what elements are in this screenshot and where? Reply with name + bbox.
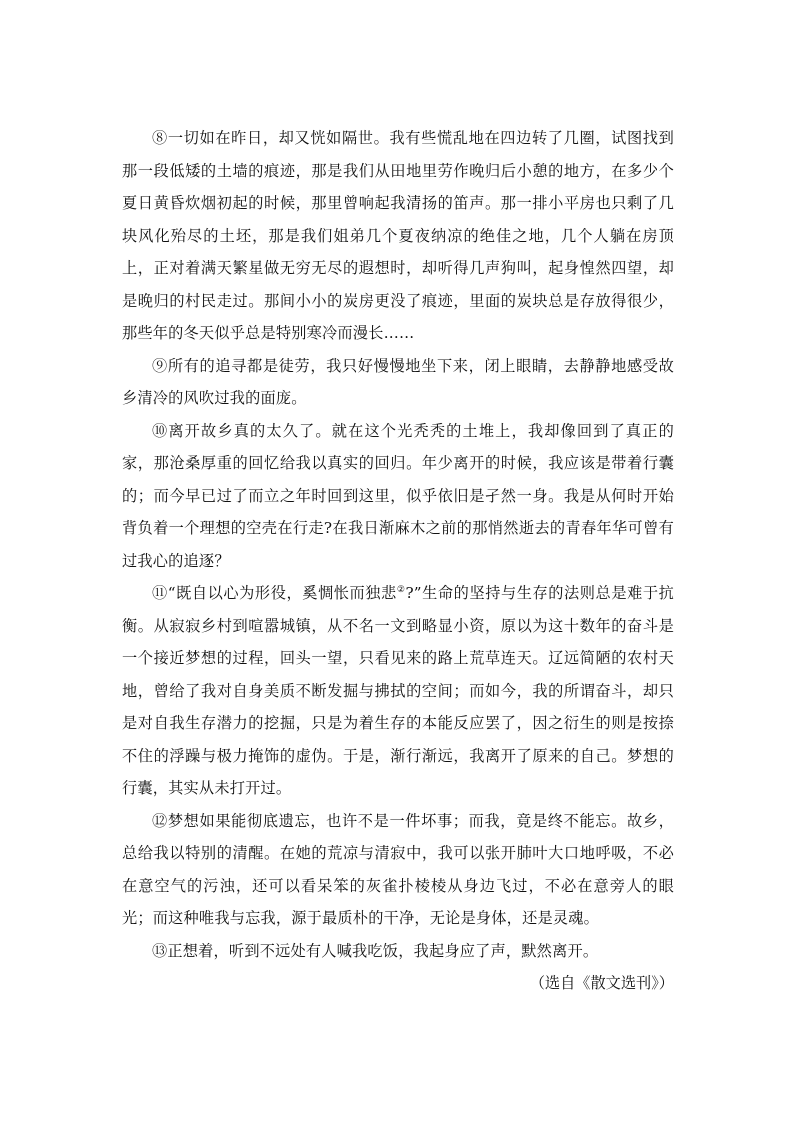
source-citation: （选自《散文选刊》） (529, 974, 674, 992)
paragraph-11-body: ?”生命的坚持与生存的法则总是难于抗衡。从寂寂乡村到喧嚣城镇，从不名一文到略显小资，原以为这十数年的奋斗是一个接近梦想的过程，回头一望，只看见来的路上荒草连天。辽远简陋的农村天地，曾给了我对自身美质不断发掘与拂拭的空间；而如今，我的所谓奋斗，却只是对自我生存潜力的挖掘，只是为着生存的本能反应罢了，因之衍生的则是按捺不住的浮躁与极力掩饰的虚伪。于是，渐行渐远，我离开了原来的自己。梦想的行囊，其实从未打开过。 (122, 584, 674, 797)
paragraph-11 (122, 577, 674, 805)
article-body (122, 122, 674, 1000)
paragraph-13: ⑬正想着，听到不远处有人喊我吃饭，我起身应了声，默然离开。 (152, 941, 599, 960)
footnote-marker: ② (396, 584, 406, 595)
paragraph-10: ⑩离开故乡真的太久了。就在这个光秃秃的土堆上，我却像回到了真正的家，那沧桑厚重的回忆给我以真实的回归。年少离开的时候，我应该是带着行囊的；而今早已过了而立之年时回到这里，似乎依旧是孑然一身。我是从何时开始背负着一个理想的空壳在行走?在我日渐麻木之前的那悄然逝去的青春年华可曾有过我心的追逐？ (122, 421, 674, 570)
paragraph-9: ⑨所有的追寻都是徒劳，我只好慢慢地坐下来，闭上眼睛，去静静地感受故乡清冷的风吹过我的面庞。 (122, 356, 674, 407)
paragraph-12: ⑫梦想如果能彻底遗忘，也许不是一件坏事；而我，竟是终不能忘。故乡，总给我以特别的清醒。在她的荒凉与清寂中，我可以张开肺叶大口地呼吸，不必在意空气的污浊，还可以看呆笨的灰雀扑棱棱从身边飞过，不必在意旁人的眼光；而这种唯我与忘我，源于最质朴的干净，无论是身体，还是灵魂。 (122, 811, 674, 927)
paragraph-11-quote: ⑪“既自以心为形役，奚惆怅而独悲 (152, 584, 397, 602)
paragraph-8: ⑧一切如在昨日，却又恍如隔世。我有些慌乱地在四边转了几圈，试图找到那一段低矮的土墙的痕迹，那是我们从田地里劳作晚归后小憩的地方，在多少个夏日黄昏炊烟初起的时候，那里曾响起我清扬的笛声。那一排小平房也只剩了几块风化殆尽的土坯，那是我们姐弟几个夏夜纳凉的绝佳之地，几个人躺在房顶上，正对着满天繁星做无穷无尽的遐想时，却听得几声狗叫，起身惶然四望，却是晚归的村民走过。那间小小的炭房更没了痕迹，里面的炭块总是存放得很少，那些年的冬天似乎总是特别寒冷而漫长…… (122, 129, 674, 342)
